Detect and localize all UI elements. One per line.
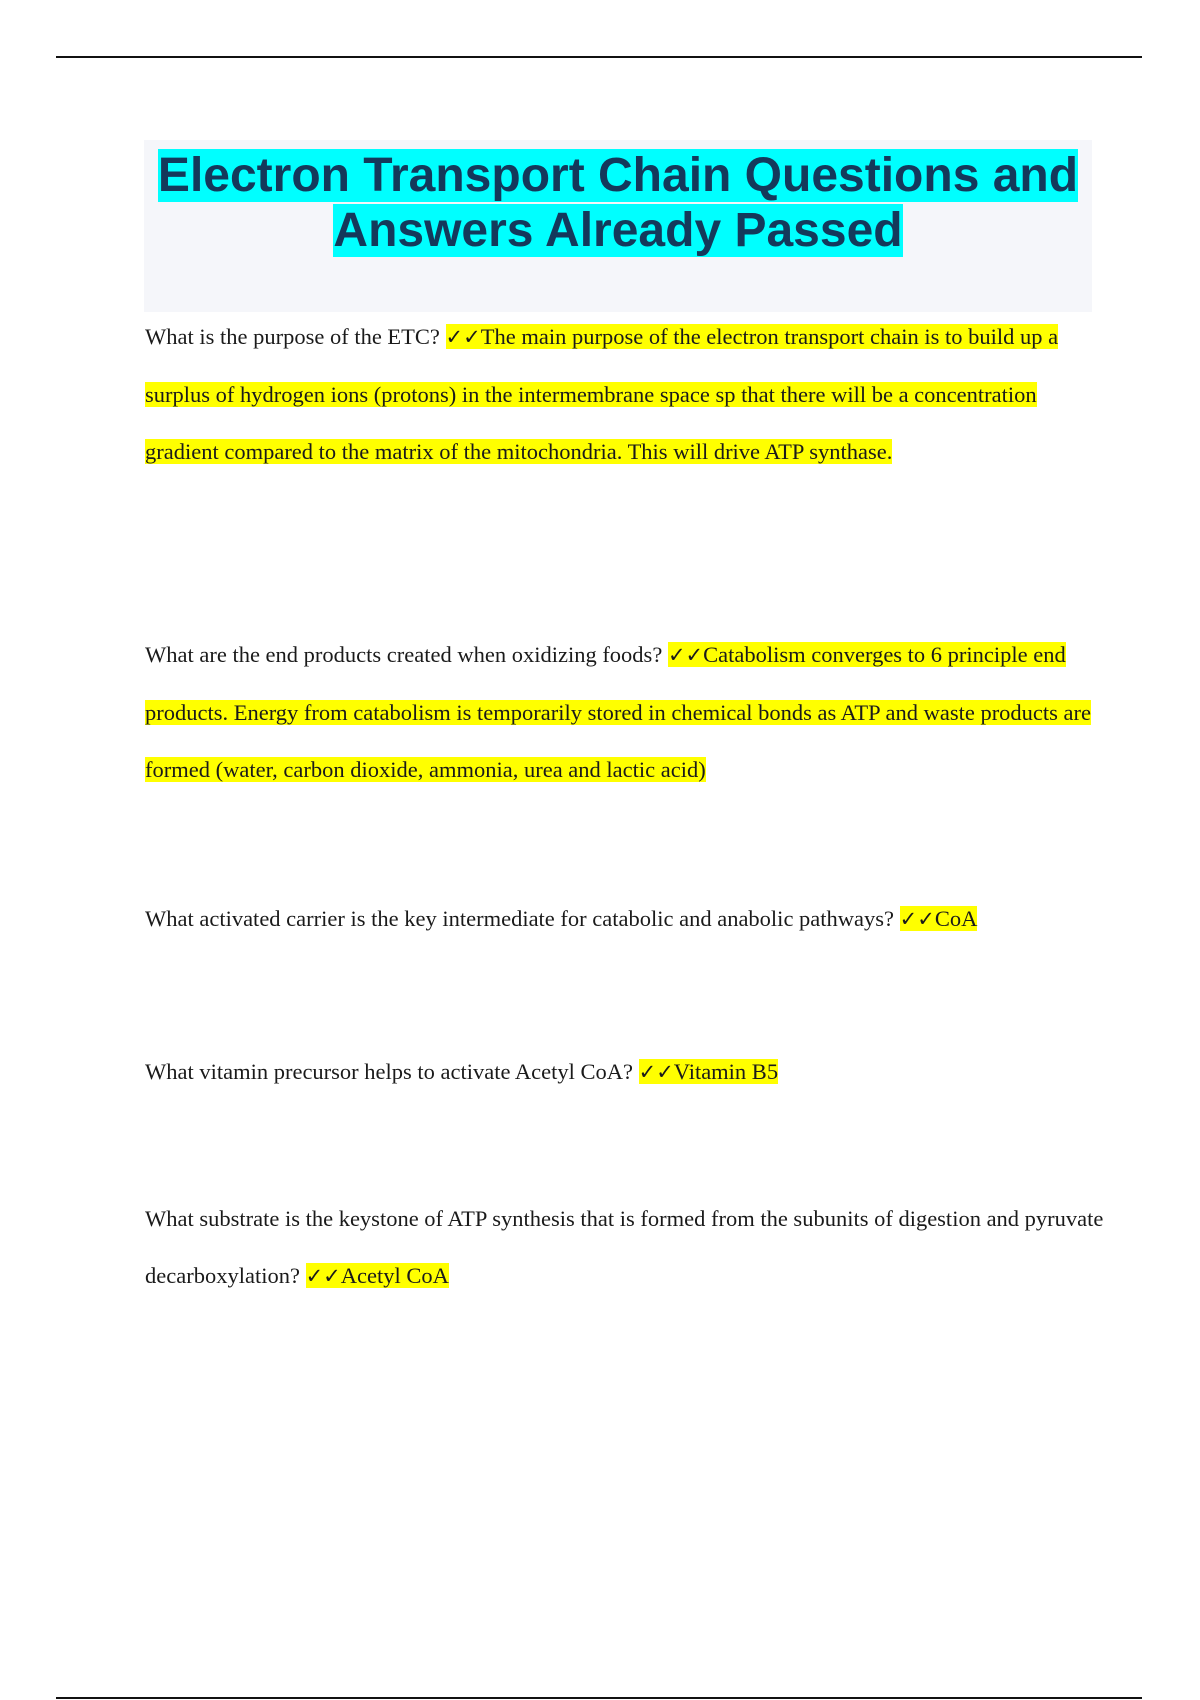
double-check-icon: ✓✓ [305,1264,341,1288]
double-check-icon: ✓✓ [899,907,935,931]
answer-highlight [900,906,978,931]
answer-text: CoA [934,906,978,931]
qa-item [145,308,1105,480]
title-line-2: Answers Already Passed [333,204,903,257]
question-text: What activated carrier is the key intermediate for catabolic and anabolic pathways? [145,906,900,931]
double-check-icon: ✓✓ [667,643,704,667]
double-check-icon: ✓✓ [638,1060,674,1084]
answer-highlight [306,1263,449,1288]
answer-highlight [639,1059,778,1084]
answer-text: The main purpose of the electron transport chain is to build up a surplus of hydrogen ions (protons) in the intermembrane space sp that there will be a concentration gradient compared to the matrix of the mitochondria. This will drive ATP synthase. [145,324,1059,464]
question-text: What is the purpose of the ETC? [145,324,446,349]
question-text: What are the end products created when oxidizing foods? [145,642,668,667]
qa-item [145,626,1105,798]
qa-item [145,1190,1105,1305]
answer-text: Vitamin B5 [673,1059,779,1084]
qa-item [145,890,977,948]
double-check-icon: ✓✓ [445,325,481,349]
answer-text: Catabolism converges to 6 principle end products. Energy from catabolism is temporarily stored in chemical bonds as ATP and waste products are formed (water, carbon dioxide, ammonia, urea and lactic acid) [145,642,1092,782]
header-rule [56,56,1142,58]
title-line-1: Electron Transport Chain Questions and [157,149,1079,202]
title-block [144,140,1092,312]
footer-rule [56,1697,1142,1699]
question-text: What substrate is the keystone of ATP synthesis that is formed from the subunits of digestion and pyruvate decarboxylation? [145,1206,1104,1288]
qa-item [145,1043,778,1101]
page-title [144,140,1092,258]
answer-text: Acetyl CoA [340,1263,449,1288]
question-text: What vitamin precursor helps to activate Acetyl CoA? [145,1059,639,1084]
